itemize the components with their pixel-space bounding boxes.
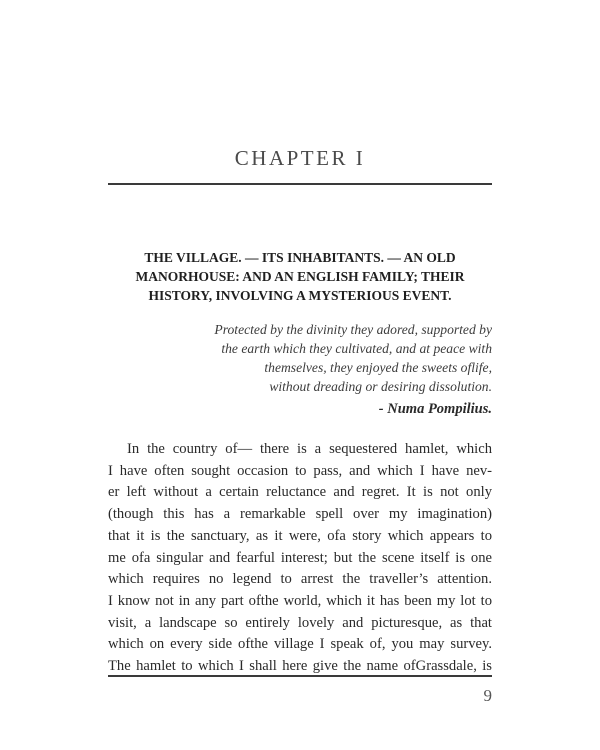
body-line: me ofa singular and fearful interest; but the scene itself is one — [108, 549, 492, 566]
body-line: The hamlet to which I shall here give the name ofGrassdale, is — [108, 658, 492, 675]
body-line: I know not in any part ofthe world, which it has been my lot to — [108, 592, 492, 609]
epigraph-line: themselves, they enjoyed the sweets oflife, — [264, 360, 492, 375]
chapter-title: CHAPTER I — [234, 146, 366, 170]
bottom-divider — [108, 675, 492, 677]
body-line: that it is the sanctuary, as it were, ofa story which appears to — [108, 527, 492, 544]
chapter-subtitle — [118, 248, 482, 305]
body-paragraph — [108, 439, 492, 678]
subtitle-line: HISTORY, INVOLVING A MYSTERIOUS EVENT. — [148, 288, 452, 303]
body-line: which requires no legend to arrest the traveller’s attention. — [108, 571, 492, 588]
body-line: which on every side ofthe village I speak of, you may survey. — [108, 636, 492, 653]
epigraph — [172, 320, 492, 396]
body-line: I have often sought occasion to pass, and which I have nev- — [108, 462, 492, 479]
epigraph-line: the earth which they cultivated, and at peace with — [221, 341, 492, 356]
subtitle-line: THE VILLAGE. — ITS INHABITANTS. — AN OLD — [144, 250, 456, 265]
epigraph-line: without dreading or desiring dissolution. — [269, 379, 492, 394]
body-line: In the country of— there is a sequestered hamlet, which — [127, 441, 492, 457]
body-line: er left without a certain reluctance and regret. It is not only — [108, 484, 492, 501]
page-number: 9 — [483, 686, 492, 705]
epigraph-attribution: - Numa Pompilius. — [378, 401, 492, 417]
body-line: visit, a landscape so entirely lovely and picturesque, as that — [108, 614, 492, 631]
subtitle-line: MANORHOUSE: AND AN ENGLISH FAMILY; THEIR — [135, 269, 465, 284]
top-divider — [108, 183, 492, 185]
body-line: (though this has a remarkable spell over my imagination) — [108, 506, 492, 523]
epigraph-line: Protected by the divinity they adored, supported by — [214, 322, 492, 337]
